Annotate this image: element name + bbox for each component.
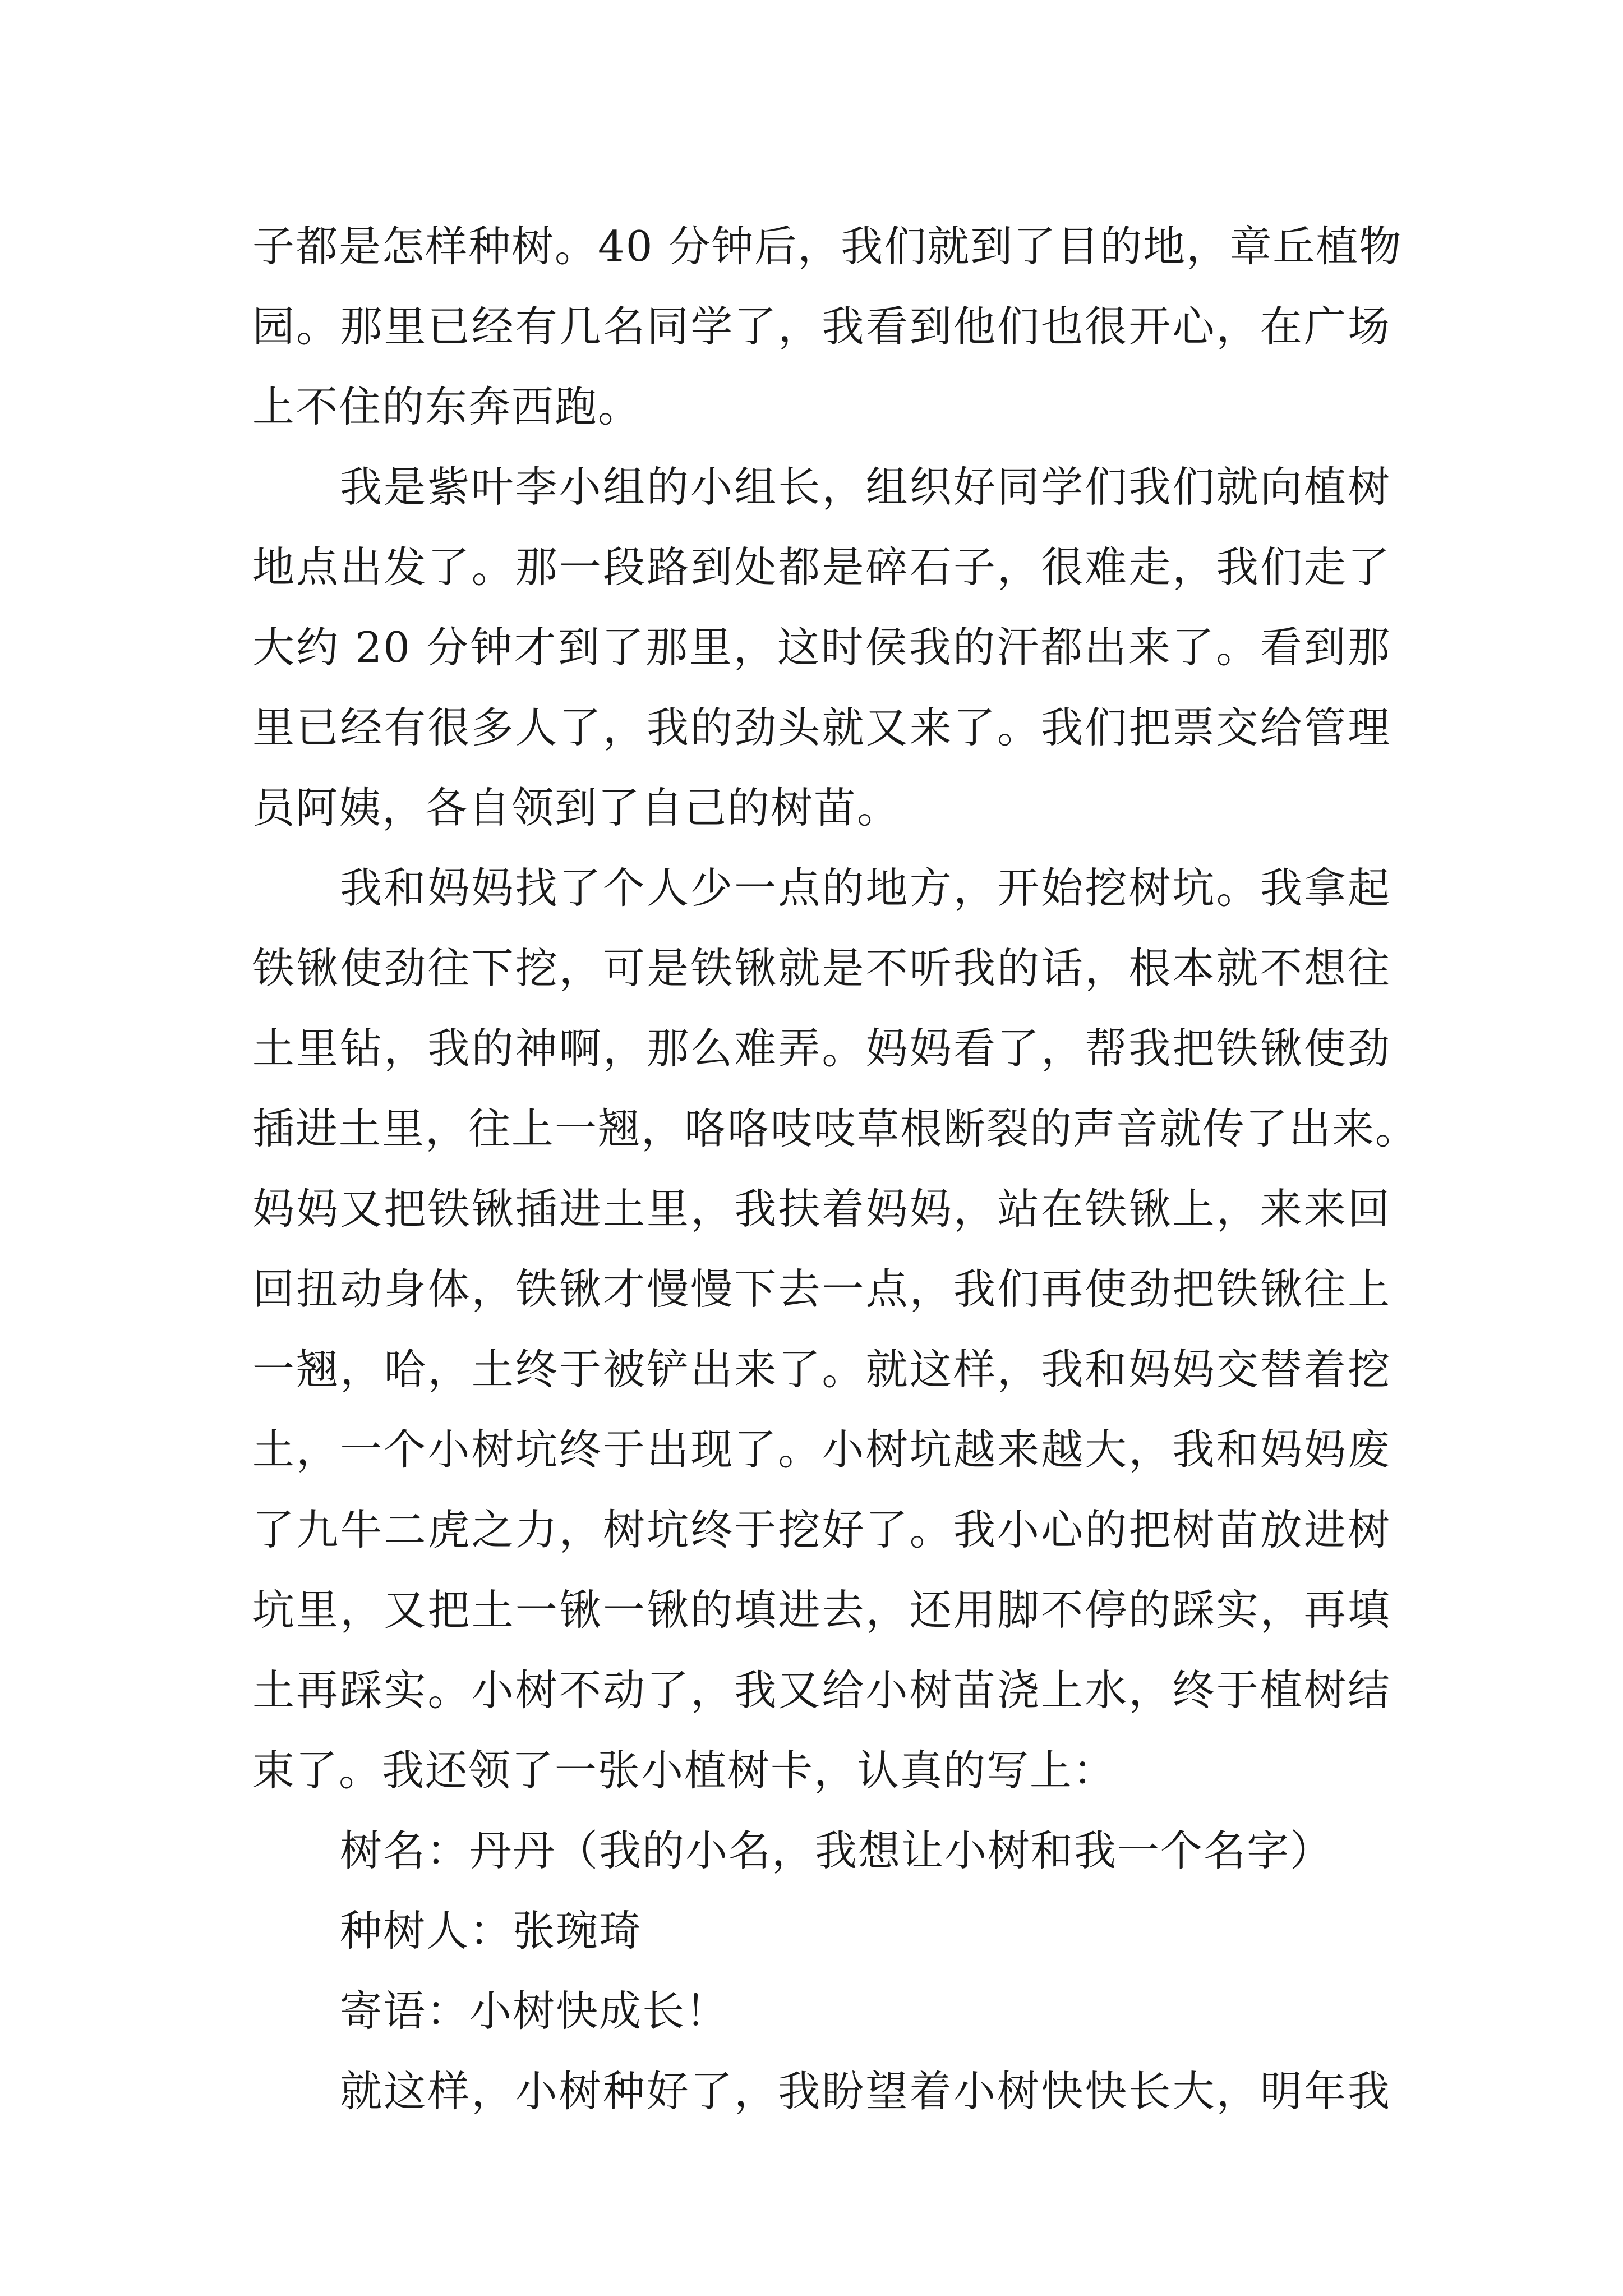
paragraph-line: 一翘，哈，土终于被铲出来了。就这样，我和妈妈交替着挖 xyxy=(252,1345,1391,1394)
paragraph-line: 地点出发了。那一段路到处都是碎石子，很难走，我们走了 xyxy=(252,542,1391,592)
paragraph-line: 插进土里，往上一翘，咯咯吱吱草根断裂的声音就传了出来。 xyxy=(252,1104,1419,1153)
paragraph-line: 我和妈妈找了个人少一点的地方，开始挖树坑。我拿起 xyxy=(340,863,1391,913)
paragraph-line: 我是紫叶李小组的小组长，组织好同学们我们就向植树 xyxy=(340,462,1391,512)
paragraph-line: 妈妈又把铁锹插进土里，我扶着妈妈，站在铁锹上，来来回 xyxy=(252,1184,1391,1234)
paragraph-line: 回扭动身体，铁锹才慢慢下去一点，我们再使劲把铁锹往上 xyxy=(252,1264,1391,1314)
paragraph-line: 铁锹使劲往下挖，可是铁锹就是不听我的话，根本就不想往 xyxy=(252,944,1391,993)
document-page xyxy=(252,206,1419,2132)
paragraph-line: 土，一个小树坑终于出现了。小树坑越来越大，我和妈妈废 xyxy=(252,1425,1391,1474)
paragraph-line: 大约 20 分钟才到了那里，这时侯我的汗都出来了。看到那 xyxy=(252,623,1391,672)
tree-card-planter: 种树人：张琬琦 xyxy=(340,1906,643,1955)
tree-card xyxy=(252,1811,1391,2051)
paragraph-line: 土里钻，我的神啊，那么难弄。妈妈看了，帮我把铁锹使劲 xyxy=(252,1024,1391,1073)
paragraph-2 xyxy=(252,447,1391,848)
closing-paragraph xyxy=(252,2051,1391,2132)
paragraph-line: 园。那里已经有几名同学了，我看到他们也很开心，在广场 xyxy=(252,302,1391,351)
paragraph-line: 里已经有很多人了，我的劲头就又来了。我们把票交给管理 xyxy=(252,703,1391,752)
tree-card-message: 寄语：小树快成长！ xyxy=(340,1986,729,2036)
paragraph-line: 了九牛二虎之力，树坑终于挖好了。我小心的把树苗放进树 xyxy=(252,1505,1391,1554)
paragraph-line: 员阿姨，各自领到了自己的树苗。 xyxy=(252,783,901,832)
paragraph-line: 就这样，小树种好了，我盼望着小树快快长大，明年我 xyxy=(340,2067,1391,2116)
paragraph-line: 子都是怎样种树。40 分钟后，我们就到了目的地，章丘植物 xyxy=(252,222,1403,271)
tree-card-name: 树名：丹丹（我的小名，我想让小树和我一个名字） xyxy=(340,1826,1334,1875)
paragraph-1 xyxy=(252,206,1403,447)
paragraph-line: 土再踩实。小树不动了，我又给小树苗浇上水，终于植树结 xyxy=(252,1665,1391,1715)
paragraph-line: 束了。我还领了一张小植树卡，认真的写上： xyxy=(252,1746,1117,1795)
paragraph-line: 坑里，又把土一锹一锹的填进去，还用脚不停的踩实，再填 xyxy=(252,1585,1391,1635)
paragraph-3 xyxy=(252,848,1419,1811)
paragraph-line: 上不住的东奔西跑。 xyxy=(252,382,642,431)
